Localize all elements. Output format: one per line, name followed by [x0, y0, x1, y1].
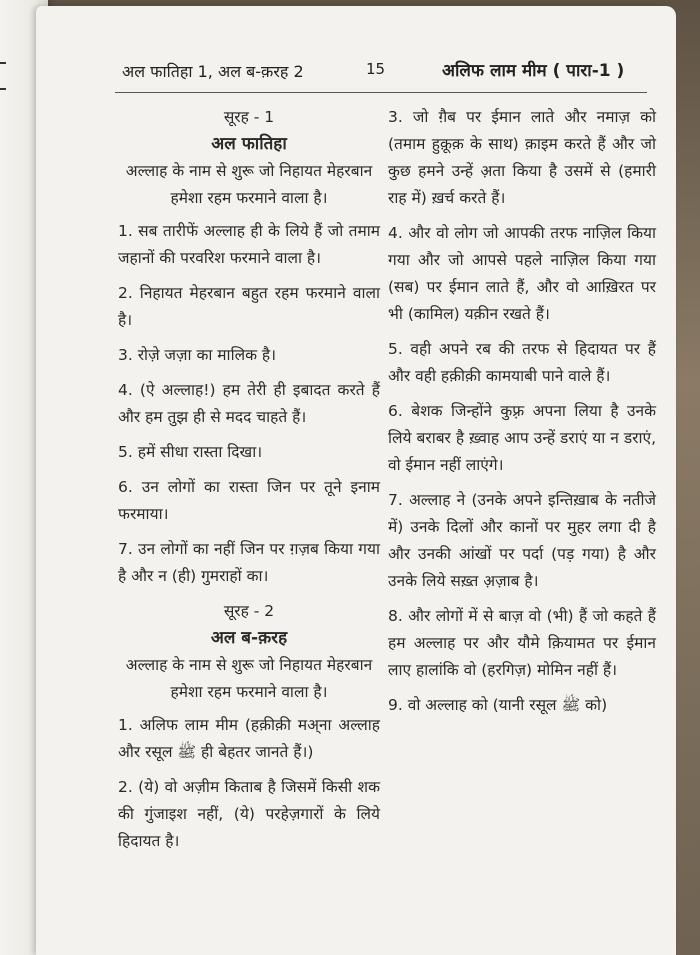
page-number: 15 [366, 60, 386, 78]
right-column [388, 104, 656, 727]
surah-1-label: सूरह - 1 [223, 108, 275, 126]
verse: 2. (ये) वो अज़ीम किताब है जिसमें किसी शक की गुंजाइश नहीं, (ये) परहेज़गारों के लिये हिदायत है। [118, 778, 380, 850]
left-column [118, 104, 380, 863]
surah-2-bismillah: अल्लाह के नाम से शुरू जो निहायत मेहरबान हमेशा रहम फरमाने वाला है। [125, 656, 373, 701]
header-rule [115, 92, 647, 93]
verse: 1. अलिफ लाम मीम (हक़ीक़ी मअ्ना अल्लाह और रसूल ﷺ ही बेहतर जानते हैं।) [118, 716, 380, 761]
verse: 5. वही अपने रब की तरफ से हिदायत पर हैं और वही हक़ीक़ी कामयाबी पाने वाले हैं। [388, 340, 656, 385]
verse: 7. अल्लाह ने (उनके अपने इन्तिख़ाब के नतीजे में) उनके दिलों और कानों पर मुहर लगा दी है और उनकी आंखों पर पर्दा (पड़ गया) है और उनके लिये सख़्त अ़ज़ाब है। [388, 491, 656, 590]
header-right-title: अलिफ लाम मीम ( पारा-1 ) [442, 61, 625, 81]
header-left-title: अल फातिहा 1, अल ब-क़रह 2 [122, 62, 304, 81]
page-header [72, 56, 632, 86]
verse: 1. सब तारीफें अल्लाह ही के लिये हैं जो तमाम जहानों की परवरिश फरमाने वाला है। [118, 222, 380, 267]
verse: 6. उन लोगों का रास्ता जिन पर तूने इनाम फरमाया। [118, 478, 380, 523]
surah-2-label: सूरह - 2 [223, 602, 275, 620]
left-page-mark [0, 88, 6, 90]
verse: 3. जो ग़ैब पर ईमान लाते और नमाज़ को (तमाम हुक़ूक़ के साथ) क़ाइम करते हैं और जो कुछ हमने उन्हें अ़ता किया है उसमें से (हमारी राह में) ख़र्च करते हैं। [388, 108, 656, 207]
verse: 5. हमें सीधा रास्ता दिखा। [118, 443, 263, 461]
verse: 4. और वो लोग जो आपकी तरफ नाज़िल किया गया और जो आपसे पहले नाज़िल किया गया (सब) पर ईमान लाते हैं, और वो आख़िरत पर भी (कामिल) यक़ीन रखते हैं। [388, 224, 656, 323]
left-page-mark [0, 62, 6, 64]
verse: 7. उन लोगों का नहीं जिन पर ग़ज़ब किया गया है और न (ही) गुमराहों का। [118, 540, 380, 585]
verse: 9. वो अल्लाह को (यानी रसूल ﷺ को) [388, 696, 608, 714]
verse: 3. रोज़े जज़ा का मालिक है। [118, 346, 277, 364]
verse: 4. (ऐ अल्लाह!) हम तेरी ही इबादत करते हैं और हम तुझ ही से मदद चाहते हैं। [118, 381, 380, 426]
verse: 8. और लोगों में से बाज़ वो (भी) हैं जो कहते हैं हम अल्लाह पर और यौमे क़ियामत पर ईमान लाए हालांकि वो (हरगिज़) मोमिन नहीं हैं। [388, 607, 656, 679]
surah-2-name: अल ब-क़रह [210, 628, 288, 648]
surah-1-name: अल फातिहा [211, 134, 287, 154]
verse: 6. बेशक जिन्होंने कुफ़्र अपना लिया है उनके लिये बराबर है ख़्वाह आप उन्हें डराएं या न डराएं, वो ईमान नहीं लाएंगे। [388, 402, 656, 474]
surah-1-bismillah: अल्लाह के नाम से शुरू जो निहायत मेहरबान हमेशा रहम फरमाने वाला है। [125, 162, 373, 207]
verse: 2. निहायत मेहरबान बहुत रहम फरमाने वाला है। [118, 284, 380, 329]
